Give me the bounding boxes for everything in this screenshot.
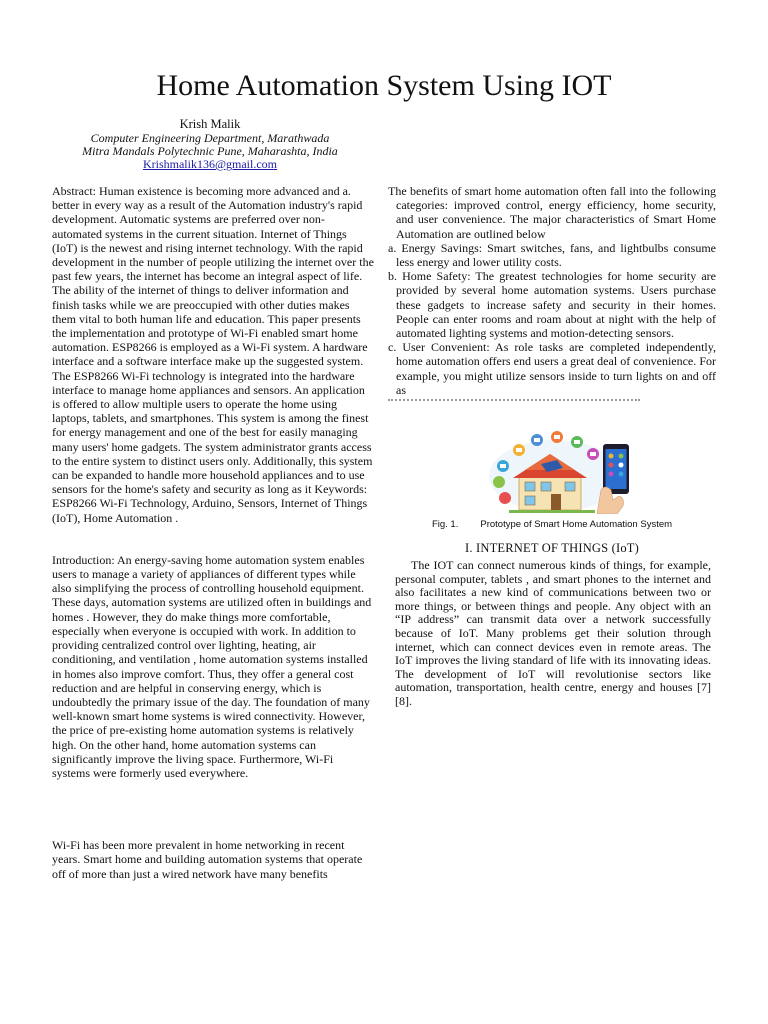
abstract-paragraph: Abstract: Human existence is becoming more advanced and a. better in every way as a result of the Automation industry's rapid development. Automatic systems are preferred over non-automated systems in the current situation. Internet of Things (IoT) is the newest and rising internet technology. With the rapid development in the number of people utilizing the internet over the past few years, the internet has become an integral aspect of life. The ability of the internet of things to deliver information and finish tasks while we are preoccupied with other duties makes them vital to both human life and education. This paper presents the implementation and prototype of Wi-Fi enabled smart home automation. ESP8266 is employed as a Wi-Fi system. A hardware interface and a software interface make up the suggested system. The ESP8266 Wi-Fi technology is integrated into the hardware interface to manage home appliances and sensors. An application is offered to allow multiple users to operate the home using laptops, tablets, and smartphones. This system is among the finest for energy management and one of the best for easily managing many users' home gadgets. The system administrator grants access to the entire system to distinct users only. Additionally, this system can be expanded to handle more household appliances and to use sensors for the home's safety and security as long as it Keywords: ESP8266 Wi-Fi Technology, Arduino, Sensors, Internet of Things (IoT), Home Automation . [52,184,374,525]
iot-section-paragraph: The IOT can connect numerous kinds of things, for example, personal computer, tablets , and smart phones to the internet and also facilitates a new kind of communications between two or more things, or between things and people. Any object with an “IP address” can transmit data over a network successfully because of IoT. Many problems get their solution through internet, which can connect devices even in remote areas. The IoT improves the living standard of life with its innovating ideas. The development of IoT will revolutionise sectors like automation, transportation, health centre, energy and houses [7][8]. [395,558,711,708]
dotted-separator [388,399,640,401]
introduction-paragraph: Introduction: An energy-saving home automation system enables users to manage a variety of appliances of different types while also simplifying the process of controlling household equipment. These days, automation systems are utilized often in buildings and homes . However, they do make things more comfortable, especially when everyone is occupied with work. In addition to providing centralized control over lighting, heating, air conditioning, and ventilation , home automation systems installed in homes also improve comfort. Thus, they offer a general cost reduction and are helpful in conserving energy, which is undoubtedly the primary issue of the day. The foundation of many well-known smart home systems is wired connectivity. However, the price of pre-existing home automation systems is relatively high. On the other hand, home automation systems can significantly improve the living space. Furthermore, Wi-Fi systems were formerly used everywhere. [52,552,372,780]
alarm-circle-icon [499,492,511,504]
section-heading-iot: I. INTERNET OF THINGS (IoT) [464,541,640,555]
right-column [388,184,716,401]
left-column [52,184,374,881]
benefit-item-energy-savings: a. Energy Savings: Smart switches, fans, and lightbulbs consume less energy and lower utility costs. [388,240,716,270]
paper-title: Home Automation System Using IOT [156,69,612,102]
benefit-item-home-safety: b. Home Safety: The greatest technologies for home security are provided by several home automation systems. Users purchase these gadgets to increase safety and security in their homes. People can enter rooms and roam about at night with the help of automated lighting systems and motion-detecting sensors. [388,269,716,341]
author-name: Krish Malik [179,117,241,131]
benefit-item-user-convenient: c. User Convenient: As role tasks are completed independently, home automation offers end users a great deal of convenience. For example, you might utilize sensors inside to turn lights on and off as [388,340,716,397]
wifi-paragraph: Wi-Fi has been more prevalent in home networking in recent years. Smart home and building automation systems that operate off of more than just a wired network have many benefits [52,838,363,881]
author-email-link[interactable]: Krishmalik136@gmail.com [142,157,278,171]
benefits-intro-paragraph: The benefits of smart home automation often fall into the following categories: improved control, energy efficiency, home security, and user convenience. The major characteristics of Smart Home Automation are outlined below [388,184,716,241]
lamp-circle-icon [493,476,505,488]
author-block [60,118,360,171]
author-affiliation-line-1: Computer Engineering Department, Marathwada [90,131,330,145]
smart-home-illustration [485,430,637,514]
figure-number: Fig. 1. [431,519,459,530]
figure-caption [388,519,716,530]
author-affiliation-line-2: Mitra Mandals Polytechnic Pune, Maharashta, India [82,144,338,158]
figure-caption-text: Prototype of Smart Home Automation System [480,519,673,530]
